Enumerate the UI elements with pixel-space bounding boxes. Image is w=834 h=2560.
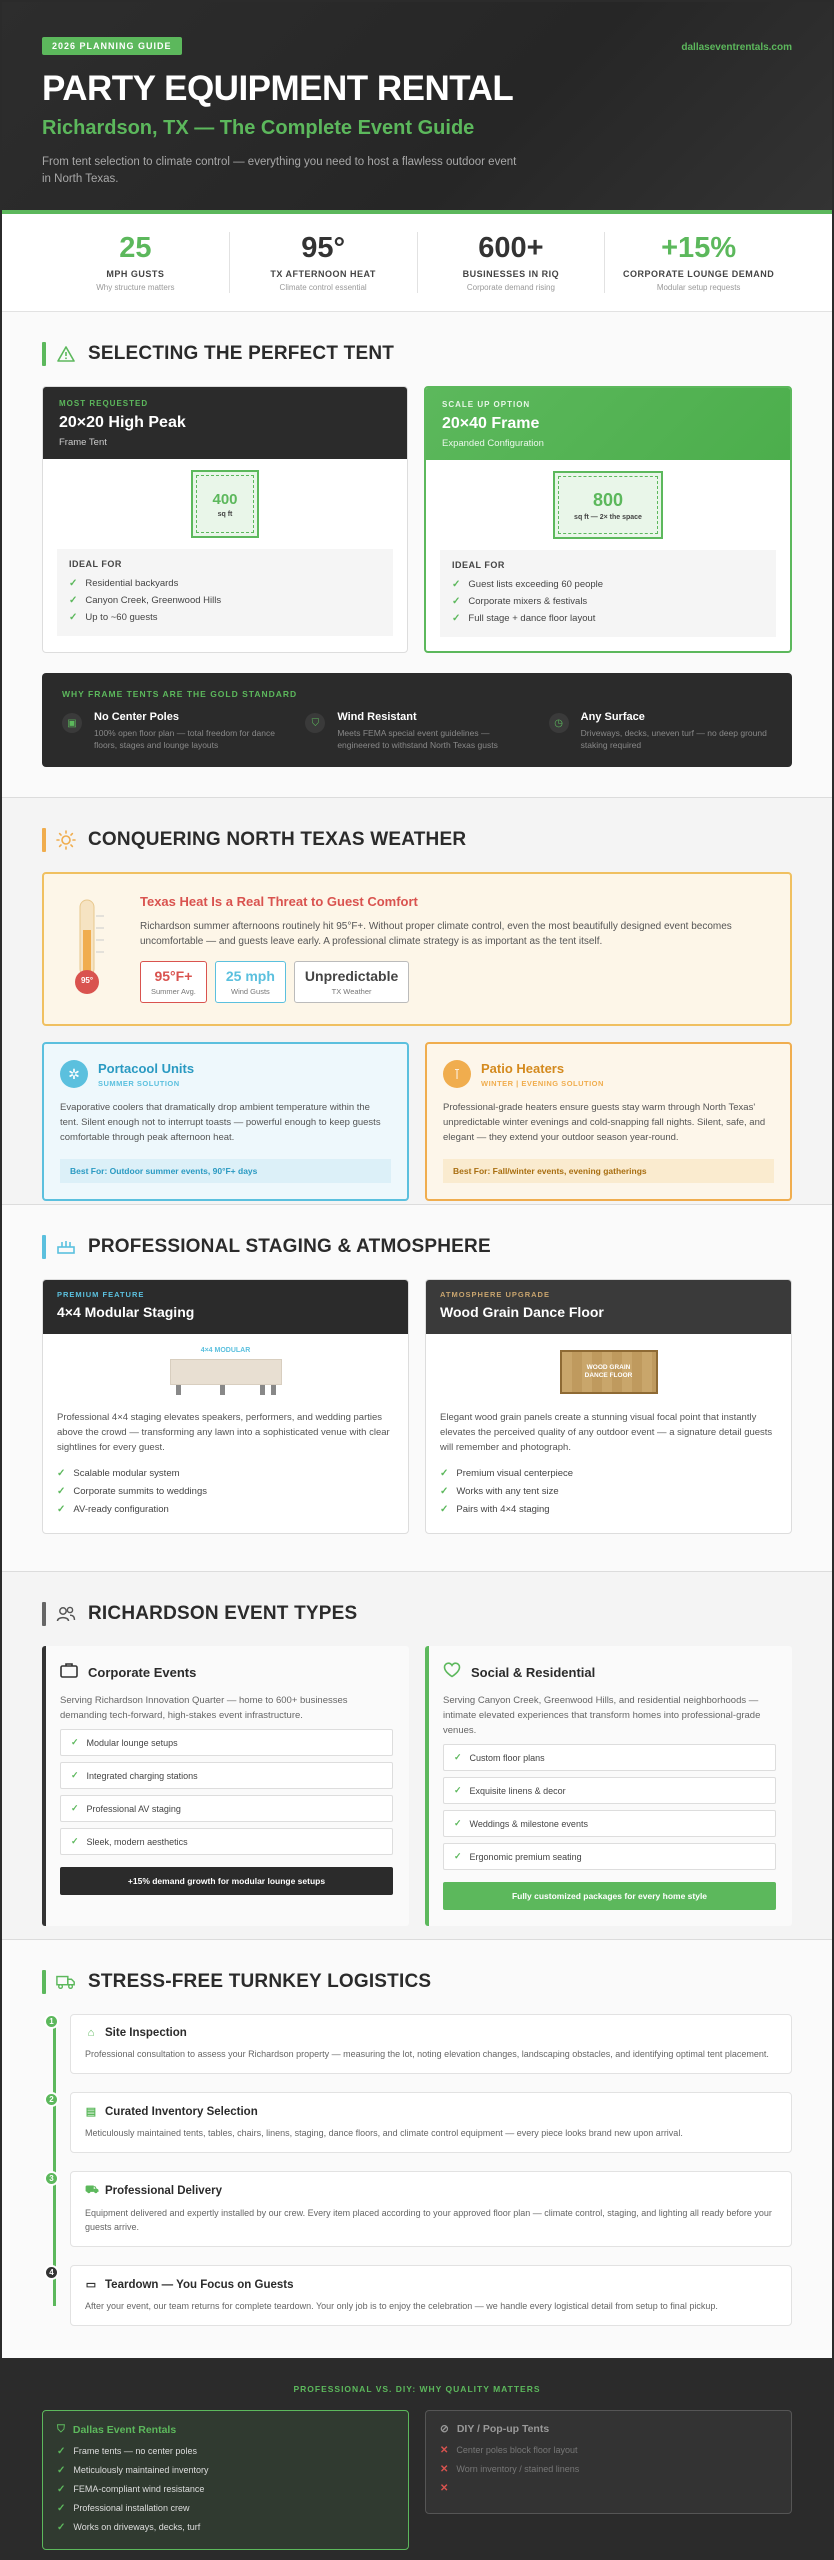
solution-header bbox=[443, 1060, 774, 1088]
check-icon: ✓ bbox=[57, 2503, 66, 2514]
weather-section bbox=[2, 798, 832, 1205]
list-item-label: Canyon Creek, Greenwood Hills bbox=[85, 595, 222, 606]
tent-section bbox=[2, 312, 832, 798]
list-item-label: Professional AV staging bbox=[86, 1803, 181, 1814]
heat-stat bbox=[140, 961, 207, 1003]
section-title: STRESS-FREE TURNKEY LOGISTICS bbox=[88, 1971, 432, 1992]
heat-stats bbox=[140, 961, 768, 1003]
heater-icon: ⊺ bbox=[443, 1060, 471, 1088]
list-item-label: Guest lists exceeding 60 people bbox=[468, 579, 604, 590]
check-icon: ✓ bbox=[452, 579, 461, 590]
benefits-title: WHY FRAME TENTS ARE THE GOLD STANDARD bbox=[62, 689, 298, 699]
section-accent bbox=[42, 1970, 46, 1994]
solution-kicker: WINTER | EVENING SOLUTION bbox=[481, 1078, 604, 1088]
modular-stage-visual bbox=[43, 1334, 408, 1410]
benefit-desc: Meets FEMA special event guidelines — engineered to withstand North Texas gusts bbox=[337, 728, 498, 750]
list-item bbox=[452, 610, 764, 627]
stat-demand bbox=[605, 232, 792, 293]
check-icon: ✓ bbox=[57, 1468, 66, 1479]
staging-kicker: PREMIUM FEATURE bbox=[57, 1290, 145, 1299]
heat-stat-value: Unpredictable bbox=[304, 968, 399, 984]
list-item bbox=[60, 1795, 393, 1822]
section-header bbox=[42, 1602, 792, 1626]
list-item-label: Premium visual centerpiece bbox=[456, 1468, 574, 1479]
list-item bbox=[443, 1744, 776, 1771]
list-item-label: Center poles block floor layout bbox=[456, 2445, 578, 2455]
list-item bbox=[57, 2461, 394, 2480]
check-icon: ✓ bbox=[440, 1468, 449, 1479]
step-title: Site Inspection bbox=[105, 2027, 187, 2039]
list-item-label: Ergonomic premium seating bbox=[469, 1851, 582, 1862]
x-icon: ✕ bbox=[440, 2483, 449, 2494]
corporate-events-card[interactable] bbox=[42, 1646, 409, 1926]
staging-name: Wood Grain Dance Floor bbox=[440, 1304, 604, 1320]
section-accent bbox=[42, 1235, 46, 1259]
stat-label: MPH GUSTS bbox=[106, 269, 165, 279]
step-title: Curated Inventory Selection bbox=[105, 2105, 258, 2118]
website-link[interactable]: dallaseventrentals.com bbox=[681, 42, 792, 53]
stat-value: 95° bbox=[301, 232, 346, 264]
heat-stat bbox=[294, 961, 409, 1003]
heat-content bbox=[140, 894, 768, 1004]
section-header bbox=[42, 828, 792, 852]
staging-card-modular[interactable] bbox=[42, 1279, 409, 1534]
check-icon: ✓ bbox=[69, 578, 78, 589]
heat-stat bbox=[215, 961, 286, 1003]
stat-value: 600+ bbox=[478, 232, 544, 264]
step-number: 3 bbox=[44, 2171, 59, 2186]
event-types-section bbox=[2, 1572, 832, 1940]
heat-warning-card bbox=[42, 872, 792, 1026]
check-icon: ✓ bbox=[57, 1486, 66, 1497]
open-floor-icon: ▣ bbox=[62, 713, 82, 733]
list-item-label: Corporate summits to weddings bbox=[73, 1486, 207, 1497]
list-item-label: Exquisite linens & decor bbox=[469, 1785, 566, 1796]
check-icon: ✓ bbox=[440, 1504, 449, 1515]
step-header bbox=[85, 2278, 777, 2291]
list-item bbox=[443, 1810, 776, 1837]
benefit-name: No Center Poles bbox=[94, 711, 179, 723]
list-item bbox=[452, 593, 764, 610]
section-title: CONQUERING NORTH TEXAS WEATHER bbox=[88, 829, 467, 850]
professional-column bbox=[42, 2410, 409, 2550]
list-item bbox=[57, 1501, 394, 1519]
pro-list bbox=[57, 2442, 394, 2537]
stat-wind bbox=[42, 232, 230, 293]
solution-desc: Evaporative coolers that dramatically drop ambient temperature within the tent. Silent enough not to interrupt toasts — powerful enough to keep guests comfortable through peak afternoon heat. bbox=[60, 1102, 381, 1143]
list-item-label: AV-ready configuration bbox=[73, 1504, 169, 1515]
tent-card-header bbox=[43, 387, 407, 459]
climate-solutions bbox=[42, 1042, 792, 1201]
list-item bbox=[452, 576, 764, 593]
solution-desc: Professional-grade heaters ensure guests stay warm through North Texas' unpredictable winter evenings and cold-snapping fall nights. Silent, safe, and elegant — they extend your outdoor season year-round. bbox=[443, 1102, 766, 1143]
event-card-header bbox=[60, 1662, 393, 1683]
ideal-title: IDEAL FOR bbox=[69, 559, 122, 569]
thermometer-label: 95° bbox=[80, 976, 94, 985]
stage-platform bbox=[170, 1359, 282, 1385]
heat-stat-label: Wind Gusts bbox=[231, 987, 270, 996]
stage-visual-label: 4×4 MODULAR bbox=[200, 1347, 251, 1354]
list-item-label: Custom floor plans bbox=[469, 1752, 545, 1763]
check-icon: ✓ bbox=[57, 2522, 66, 2533]
check-icon: ✓ bbox=[452, 596, 461, 607]
check-icon: ✓ bbox=[71, 1803, 79, 1813]
list-item bbox=[69, 575, 381, 592]
solution-best-for: Best For: Fall/winter events, evening gatherings bbox=[443, 1159, 774, 1183]
tent-footprint-visual bbox=[43, 459, 407, 549]
list-item bbox=[57, 1483, 394, 1501]
section-header bbox=[42, 1235, 792, 1259]
tent-footprint-visual bbox=[426, 460, 790, 550]
document-icon: ▤ bbox=[85, 2106, 97, 2118]
list-item bbox=[440, 1483, 777, 1501]
stat-sub: Climate control essential bbox=[279, 283, 367, 292]
stat-label: CORPORATE LOUNGE DEMAND bbox=[622, 269, 775, 279]
shield-icon: ⛉ bbox=[305, 713, 325, 733]
briefcase-icon bbox=[60, 1662, 78, 1683]
staging-desc: Professional 4×4 staging elevates speakers, performers, and wedding parties above the crowd — transforming any lawn into a sophisticated venue with clear sightlines for every guest. bbox=[57, 1412, 390, 1453]
step-card bbox=[70, 2171, 792, 2247]
step-card bbox=[70, 2092, 792, 2153]
list-item bbox=[60, 1762, 393, 1789]
chat-icon: ▭ bbox=[85, 2279, 97, 2291]
step-header bbox=[85, 2184, 777, 2198]
section-header bbox=[42, 342, 792, 366]
stage-visual-label: WOOD GRAIN DANCE FLOOR bbox=[584, 1364, 633, 1379]
check-icon: ✓ bbox=[69, 612, 78, 623]
thermometer-icon bbox=[66, 894, 116, 1004]
dance-floor-visual bbox=[426, 1334, 791, 1410]
list-item bbox=[440, 2441, 777, 2460]
list-item-label: Corporate mixers & festivals bbox=[468, 596, 588, 607]
check-icon: ✓ bbox=[440, 1486, 449, 1497]
step-desc: After your event, our team returns for complete teardown. Your only job is to enjoy the celebration — we handle every logistical detail from setup to final pickup. bbox=[85, 2301, 718, 2311]
tent-area: 800 bbox=[592, 489, 624, 510]
list-item-label: Full stage + dance floor layout bbox=[468, 613, 596, 624]
hero-intro: From tent selection to climate control — everything you need to host a flawless outdoor event in North Texas. bbox=[42, 156, 517, 185]
event-type-name: Social & Residential bbox=[471, 1665, 596, 1680]
list-item-label: Residential backyards bbox=[85, 578, 179, 589]
staging-name: 4×4 Modular Staging bbox=[57, 1304, 195, 1320]
section-title: PROFESSIONAL STAGING & ATMOSPHERE bbox=[88, 1236, 491, 1257]
tent-area: 400 bbox=[212, 490, 238, 508]
dance-floor-panel bbox=[560, 1350, 658, 1394]
event-type-name: Corporate Events bbox=[88, 1665, 197, 1680]
warning-circle-icon: ⊘ bbox=[440, 2423, 449, 2435]
truck-icon bbox=[56, 1972, 76, 1992]
comparison-section bbox=[2, 2358, 832, 2560]
list-item bbox=[57, 1465, 394, 1483]
check-icon: ✓ bbox=[452, 613, 461, 624]
list-item bbox=[440, 2460, 777, 2479]
x-icon: ✕ bbox=[440, 2445, 449, 2456]
stat-value: +15% bbox=[661, 232, 737, 264]
stat-label: TX AFTERNOON HEAT bbox=[270, 269, 376, 279]
check-icon: ✓ bbox=[454, 1818, 462, 1828]
staging-card-header bbox=[43, 1280, 408, 1334]
tent-kicker: MOST REQUESTED bbox=[59, 399, 149, 408]
home-icon: ⌂ bbox=[87, 2027, 95, 2039]
list-item-label: Scalable modular system bbox=[73, 1468, 180, 1479]
staging-card-dance-floor[interactable] bbox=[425, 1279, 792, 1534]
check-icon: ✓ bbox=[71, 1737, 79, 1747]
benefit-desc: 100% open floor plan — total freedom for dance floors, stages and lounge layouts bbox=[94, 728, 275, 750]
list-item-label: Sleek, modern aesthetics bbox=[86, 1836, 188, 1847]
logistics-timeline bbox=[42, 2014, 792, 2326]
step-desc: Meticulously maintained tents, tables, chairs, linens, staging, dance floors, and climate control equipment — every piece looks brand new upon arrival. bbox=[85, 2128, 683, 2138]
heat-stat-label: TX Weather bbox=[331, 987, 372, 996]
tent-area-unit: sq ft bbox=[217, 510, 233, 518]
step-card bbox=[70, 2014, 792, 2074]
step-desc: Professional consultation to assess your Richardson property — measuring the lot, noting elevation changes, landscaping obstacles, and identifying optimal tent placement. bbox=[85, 2049, 769, 2059]
comparison-title: PROFESSIONAL VS. DIY: WHY QUALITY MATTERS bbox=[293, 2384, 541, 2394]
check-icon: ✓ bbox=[71, 1770, 79, 1780]
tent-footprint-box bbox=[191, 470, 259, 538]
tent-card-header bbox=[426, 388, 790, 460]
list-item bbox=[60, 1729, 393, 1756]
section-header bbox=[42, 1970, 792, 1994]
tent-name: 20×20 High Peak bbox=[59, 414, 186, 431]
timeline-line bbox=[53, 2022, 56, 2306]
check-icon: ✓ bbox=[57, 1504, 66, 1515]
patio-heater-card[interactable] bbox=[425, 1042, 792, 1201]
staging-cards bbox=[42, 1279, 792, 1534]
check-icon: ✓ bbox=[454, 1785, 462, 1795]
list-item bbox=[60, 1828, 393, 1855]
column-title: DIY / Pop-up Tents bbox=[456, 2423, 550, 2435]
check-icon: ✓ bbox=[454, 1851, 462, 1861]
comparison-row bbox=[42, 2410, 792, 2550]
step-number: 2 bbox=[44, 2092, 59, 2107]
benefit-item bbox=[549, 711, 772, 751]
list-item bbox=[440, 2479, 777, 2498]
timeline-step bbox=[49, 2014, 792, 2074]
solution-name: Portacool Units bbox=[98, 1060, 195, 1076]
tent-area-unit: sq ft — 2× the space bbox=[574, 513, 642, 521]
stage-leg bbox=[176, 1385, 181, 1395]
warning-triangle-icon bbox=[56, 344, 76, 364]
clock-icon: ◷ bbox=[549, 713, 569, 733]
hero-banner bbox=[2, 2, 832, 214]
step-desc: Equipment delivered and expertly installed by our crew. Every item placed according to your approved floor plan — climate control, staging, and lighting all ready before your guests arrive. bbox=[85, 2208, 772, 2232]
check-icon: ✓ bbox=[57, 2465, 66, 2476]
check-icon: ✓ bbox=[57, 2484, 66, 2495]
users-icon bbox=[56, 1604, 76, 1624]
section-accent bbox=[42, 342, 46, 366]
heat-stat-value: 25 mph bbox=[225, 968, 275, 984]
list-item bbox=[57, 2442, 394, 2461]
tent-name: 20×40 Frame bbox=[442, 415, 540, 432]
step-number: 4 bbox=[44, 2265, 59, 2280]
section-accent bbox=[42, 828, 46, 852]
heat-stat-label: Summer Avg. bbox=[151, 987, 196, 996]
staging-section bbox=[2, 1205, 832, 1572]
stat-sub: Modular setup requests bbox=[656, 283, 741, 292]
step-title: Teardown — You Focus on Guests bbox=[105, 2278, 294, 2291]
section-accent bbox=[42, 1602, 46, 1626]
column-title: Dallas Event Rentals bbox=[72, 2423, 177, 2436]
benefit-item bbox=[305, 711, 528, 751]
step-number: 1 bbox=[44, 2014, 59, 2029]
list-item bbox=[57, 2480, 394, 2499]
list-item bbox=[57, 2518, 394, 2537]
list-item-label: Works with any tent size bbox=[456, 1486, 559, 1497]
ideal-for-box bbox=[440, 550, 776, 637]
timeline-step bbox=[49, 2265, 792, 2326]
staging-desc: Elegant wood grain panels create a stunning visual focal point that instantly elevates the perceived quality of any outdoor event — a signature detail guests will remember and photograph. bbox=[440, 1412, 773, 1453]
tent-kicker: SCALE UP OPTION bbox=[442, 400, 531, 409]
x-icon: ✕ bbox=[440, 2464, 449, 2475]
stat-sub: Corporate demand rising bbox=[466, 283, 555, 292]
list-item bbox=[69, 609, 381, 626]
timeline-step bbox=[49, 2092, 792, 2153]
list-item-label: Up to ~60 guests bbox=[85, 612, 158, 623]
solution-best-for: Best For: Outdoor summer events, 90°F+ days bbox=[60, 1159, 391, 1183]
list-item-label: Meticulously maintained inventory bbox=[73, 2465, 209, 2475]
ideal-title: IDEAL FOR bbox=[452, 560, 505, 570]
step-header bbox=[85, 2105, 777, 2118]
truck-icon: ⛟ bbox=[85, 2184, 99, 2196]
list-item-label: Weddings & milestone events bbox=[469, 1818, 588, 1829]
stat-label: BUSINESSES IN RIQ bbox=[462, 269, 560, 279]
benefit-name: Wind Resistant bbox=[337, 711, 417, 723]
social-events-card[interactable] bbox=[425, 1646, 792, 1926]
staging-list bbox=[43, 1455, 408, 1533]
ideal-for-box bbox=[57, 549, 393, 636]
check-icon: ✓ bbox=[454, 1752, 462, 1762]
tent-footprint-box bbox=[553, 471, 663, 539]
solution-kicker: SUMMER SOLUTION bbox=[98, 1078, 180, 1088]
stage-leg bbox=[271, 1385, 276, 1395]
page-title: PARTY EQUIPMENT RENTAL bbox=[42, 69, 514, 108]
check-icon: ✓ bbox=[71, 1836, 79, 1846]
benefits-row bbox=[62, 711, 772, 751]
stat-sub: Why structure matters bbox=[96, 283, 175, 292]
stat-value: 25 bbox=[119, 232, 152, 264]
heat-stat-value: 95°F+ bbox=[154, 968, 193, 984]
benefit-item bbox=[62, 711, 285, 751]
list-item bbox=[69, 592, 381, 609]
list-item bbox=[443, 1843, 776, 1870]
list-item-label: Worn inventory / stained linens bbox=[456, 2464, 580, 2474]
check-icon: ✓ bbox=[69, 595, 78, 606]
guide-badge: 2026 PLANNING GUIDE bbox=[42, 37, 182, 55]
benefit-desc: Driveways, decks, uneven turf — no deep ground staking required bbox=[580, 728, 767, 750]
logistics-section bbox=[2, 1940, 832, 2358]
event-type-desc: Serving Canyon Creek, Greenwood Hills, and residential neighborhoods — intimate elevated experiences that transform homes into professional-grade venues. bbox=[443, 1695, 761, 1736]
column-header bbox=[57, 2423, 394, 2436]
stage-leg bbox=[220, 1385, 225, 1395]
page-subtitle: Richardson, TX — The Complete Event Guide bbox=[42, 117, 475, 139]
tent-cards bbox=[42, 386, 792, 653]
portacool-card[interactable] bbox=[42, 1042, 409, 1201]
list-item-label: FEMA-compliant wind resistance bbox=[73, 2484, 205, 2494]
step-title: Professional Delivery bbox=[105, 2185, 222, 2197]
column-header bbox=[440, 2423, 777, 2435]
step-card bbox=[70, 2265, 792, 2326]
stats-bar bbox=[2, 214, 832, 312]
fan-icon: ✲ bbox=[60, 1060, 88, 1088]
staging-kicker: ATMOSPHERE UPGRADE bbox=[440, 1290, 550, 1299]
list-item-label: Integrated charging stations bbox=[86, 1770, 198, 1781]
list-item-label: Frame tents — no center poles bbox=[73, 2446, 197, 2456]
staging-list bbox=[426, 1455, 791, 1533]
list-item-label: Professional installation crew bbox=[73, 2503, 190, 2513]
tent-sub: Frame Tent bbox=[59, 437, 107, 448]
diy-list bbox=[440, 2441, 777, 2498]
list-item bbox=[440, 1501, 777, 1519]
event-type-desc: Serving Richardson Innovation Quarter — home to 600+ businesses demanding tech-forward, high-stakes event infrastructure. bbox=[60, 1695, 348, 1721]
heart-icon bbox=[443, 1662, 461, 1683]
frame-tent-benefits bbox=[42, 673, 792, 767]
stage-icon bbox=[56, 1237, 76, 1257]
event-card-header bbox=[443, 1662, 776, 1683]
section-title: SELECTING THE PERFECT TENT bbox=[88, 343, 395, 364]
staging-card-header bbox=[426, 1280, 791, 1334]
check-icon: ✓ bbox=[57, 2446, 66, 2457]
solution-name: Patio Heaters bbox=[481, 1060, 565, 1076]
list-item bbox=[443, 1777, 776, 1804]
event-type-cards bbox=[42, 1646, 792, 1926]
shield-icon: ⛉ bbox=[57, 2423, 65, 2435]
section-title: RICHARDSON EVENT TYPES bbox=[88, 1603, 358, 1624]
solution-header bbox=[60, 1060, 391, 1088]
tent-card-20x20[interactable] bbox=[42, 386, 408, 653]
stage-leg bbox=[260, 1385, 265, 1395]
event-type-footer: Fully customized packages for every home style bbox=[443, 1882, 776, 1910]
event-type-footer: +15% demand growth for modular lounge setups bbox=[60, 1867, 393, 1895]
list-item bbox=[57, 2499, 394, 2518]
heat-desc: Richardson summer afternoons routinely hit 95°F+. Without proper climate control, even the most beautifully designed event becomes uncomfortable — and guests leave early. A professional climate strategy is as important as the tent itself. bbox=[140, 921, 732, 947]
list-item-label: Modular lounge setups bbox=[86, 1737, 178, 1748]
tent-card-20x40[interactable] bbox=[424, 386, 792, 653]
step-header bbox=[85, 2027, 777, 2039]
list-item-label: Works on driveways, decks, turf bbox=[73, 2522, 201, 2532]
heat-title: Texas Heat Is a Real Threat to Guest Comfort bbox=[140, 894, 418, 909]
benefit-name: Any Surface bbox=[580, 711, 645, 723]
list-item bbox=[440, 1465, 777, 1483]
stat-businesses bbox=[418, 232, 606, 293]
stat-heat bbox=[230, 232, 418, 293]
timeline-step bbox=[49, 2171, 792, 2247]
list-item-label: Pairs with 4×4 staging bbox=[456, 1504, 550, 1515]
sun-icon bbox=[56, 830, 76, 850]
diy-column bbox=[425, 2410, 792, 2514]
tent-sub: Expanded Configuration bbox=[442, 438, 544, 449]
